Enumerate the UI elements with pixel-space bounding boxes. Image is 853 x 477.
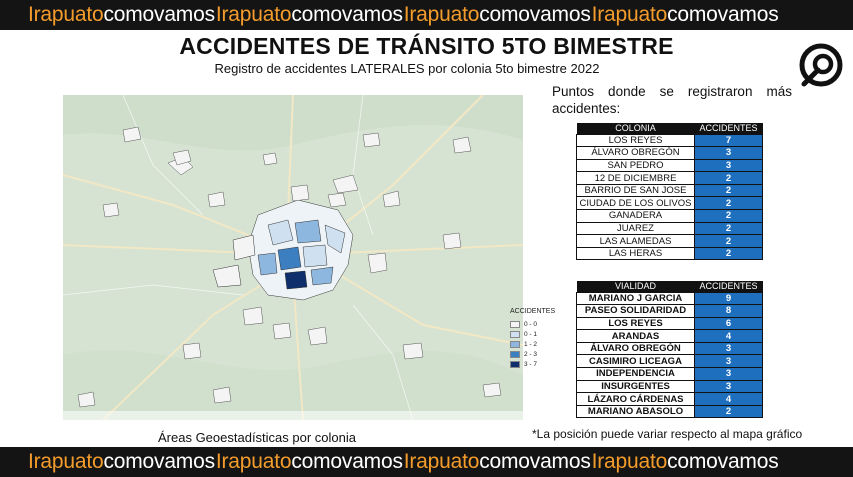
column-header: COLONIA <box>577 123 695 134</box>
row-name-cell: ARANDAS <box>577 330 695 343</box>
table-row <box>577 380 763 393</box>
table-row <box>577 368 763 381</box>
table-row <box>577 330 763 343</box>
map-caption: Áreas Geoestadísticas por colonia <box>158 430 356 445</box>
brand-word-city: Irapuato <box>403 450 480 473</box>
table-row <box>577 172 763 185</box>
row-value-cell: 2 <box>695 210 763 223</box>
brand-word-slogan: comovamos <box>479 450 591 473</box>
row-name-cell: LOS REYES <box>577 134 695 147</box>
legend-label: 2 - 3 <box>524 350 538 358</box>
table-row <box>577 210 763 223</box>
legend-label: 0 - 1 <box>524 330 538 338</box>
row-name-cell: 12 DE DICIEMBRE <box>577 172 695 185</box>
row-name-cell: GANADERA <box>577 210 695 223</box>
brand-word-slogan: comovamos <box>103 450 215 473</box>
row-name-cell: INDEPENDENCIA <box>577 368 695 381</box>
table-row <box>577 355 763 368</box>
page-title: ACCIDENTES DE TRÁNSITO 5TO BIMESTRE <box>179 33 674 59</box>
table-header-row <box>577 281 763 292</box>
brand-wordmark <box>216 450 403 474</box>
row-value-cell: 3 <box>695 355 763 368</box>
row-value-cell: 2 <box>695 197 763 210</box>
footnote: *La posición puede variar respecto al mapa gráfico <box>532 427 803 441</box>
table-row <box>577 184 763 197</box>
row-value-cell: 7 <box>695 134 763 147</box>
map-legend <box>510 308 555 369</box>
table-row <box>577 405 763 418</box>
brand-word-city: Irapuato <box>215 450 292 473</box>
row-value-cell: 3 <box>695 380 763 393</box>
legend-swatch <box>510 341 520 348</box>
row-value-cell: 8 <box>695 305 763 318</box>
legend-item <box>510 339 555 349</box>
table-row <box>577 393 763 406</box>
colonia-table <box>576 123 763 260</box>
intro-text: Puntos donde se registraron más accidentes: <box>552 84 792 116</box>
row-value-cell: 3 <box>695 368 763 381</box>
legend-item <box>510 359 555 369</box>
brand-word-city: Irapuato <box>215 3 292 26</box>
brand-word-slogan: comovamos <box>103 3 215 26</box>
column-header: ACCIDENTES <box>695 123 763 134</box>
row-value-cell: 3 <box>695 147 763 160</box>
table-row <box>577 222 763 235</box>
row-value-cell: 9 <box>695 292 763 305</box>
brand-wordmark <box>404 450 591 474</box>
table-row <box>577 292 763 305</box>
row-name-cell: MARIANO ABASOLO <box>577 405 695 418</box>
table-row <box>577 235 763 248</box>
row-name-cell: BARRIO DE SAN JOSE <box>577 184 695 197</box>
row-value-cell: 4 <box>695 393 763 406</box>
legend-item <box>510 349 555 359</box>
row-value-cell: 6 <box>695 317 763 330</box>
page-subtitle: Registro de accidentes LATERALES por colonia 5to bimestre 2022 <box>214 61 600 76</box>
legend-label: 3 - 7 <box>524 360 538 368</box>
table-row <box>577 305 763 318</box>
brand-word-city: Irapuato <box>591 3 668 26</box>
brand-word-slogan: comovamos <box>667 3 779 26</box>
row-name-cell: SAN PEDRO <box>577 159 695 172</box>
legend-title: ACCIDENTES <box>510 308 556 315</box>
row-name-cell: LOS REYES <box>577 317 695 330</box>
row-value-cell: 3 <box>695 159 763 172</box>
brand-word-city: Irapuato <box>403 3 480 26</box>
legend-label: 1 - 2 <box>524 340 538 348</box>
brand-wordmark <box>28 450 215 474</box>
legend-swatch <box>510 321 520 328</box>
colonia-map <box>63 95 556 420</box>
table-row <box>577 317 763 330</box>
table-row <box>577 342 763 355</box>
row-name-cell: ÁLVARO OBREGÓN <box>577 147 695 160</box>
brand-wordmark <box>216 3 403 27</box>
brand-word-slogan: comovamos <box>291 3 403 26</box>
brand-logo-icon <box>796 40 846 90</box>
brand-wordmark <box>404 3 591 27</box>
column-header: ACCIDENTES <box>695 281 763 292</box>
brand-word-slogan: comovamos <box>479 3 591 26</box>
row-value-cell: 2 <box>695 247 763 260</box>
row-name-cell: PASEO SOLIDARIDAD <box>577 305 695 318</box>
legend-item <box>510 319 555 329</box>
row-name-cell: ÁLVARO OBREGÓN <box>577 342 695 355</box>
table-row <box>577 247 763 260</box>
brand-word-slogan: comovamos <box>667 450 779 473</box>
legend-item <box>510 329 555 339</box>
row-value-cell: 4 <box>695 330 763 343</box>
row-value-cell: 2 <box>695 235 763 248</box>
table-row <box>577 134 763 147</box>
brand-wordmark <box>592 450 779 474</box>
legend-label: 0 - 0 <box>524 320 538 328</box>
row-name-cell: LAS HERAS <box>577 247 695 260</box>
bottom-banner <box>0 447 853 477</box>
table-row <box>577 147 763 160</box>
brand-wordmark <box>592 3 779 27</box>
row-value-cell: 2 <box>695 172 763 185</box>
table-row <box>577 197 763 210</box>
row-name-cell: LAS ALAMEDAS <box>577 235 695 248</box>
column-header: VIALIDAD <box>577 281 695 292</box>
brand-word-city: Irapuato <box>28 3 104 26</box>
legend-swatch <box>510 361 520 368</box>
row-name-cell: CASIMIRO LICEAGA <box>577 355 695 368</box>
vialidad-table <box>576 281 763 418</box>
row-value-cell: 2 <box>695 184 763 197</box>
row-name-cell: CIUDAD DE LOS OLIVOS <box>577 197 695 210</box>
row-name-cell: INSURGENTES <box>577 380 695 393</box>
brand-wordmark <box>28 3 215 27</box>
brand-word-slogan: comovamos <box>291 450 403 473</box>
table-header-row <box>577 123 763 134</box>
row-name-cell: MARIANO J GARCIA <box>577 292 695 305</box>
brand-word-city: Irapuato <box>28 450 104 473</box>
legend-swatch <box>510 331 520 338</box>
legend-swatch <box>510 351 520 358</box>
top-banner <box>0 0 853 30</box>
row-name-cell: JUAREZ <box>577 222 695 235</box>
row-value-cell: 3 <box>695 342 763 355</box>
row-name-cell: LÁZARO CÁRDENAS <box>577 393 695 406</box>
row-value-cell: 2 <box>695 222 763 235</box>
table-row <box>577 159 763 172</box>
row-value-cell: 2 <box>695 405 763 418</box>
brand-word-city: Irapuato <box>591 450 668 473</box>
